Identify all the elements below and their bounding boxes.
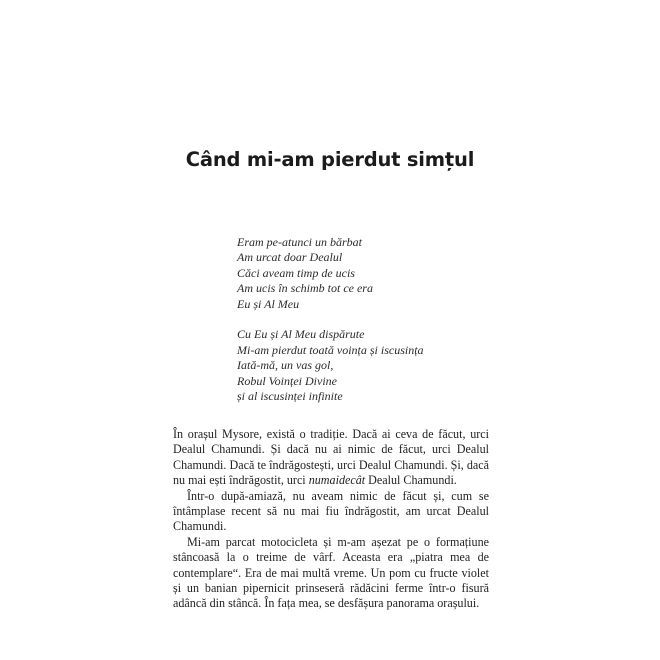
paragraph-1-text-end: Dealul Chamundi. (365, 473, 457, 488)
paragraph-1-emphasis: numaidecât (308, 473, 366, 488)
paragraph-1 (173, 427, 489, 489)
chapter-title: Când mi-am pierdut simțul (185, 148, 475, 171)
poem-line: Cu Eu și Al Meu dispărute (237, 327, 365, 342)
poem-line: Mi-am pierdut toată voința și iscusința (237, 342, 424, 357)
poem-line: Căci aveam timp de ucis (237, 265, 355, 280)
poem-stanza-2 (237, 327, 477, 404)
paragraph-2: Într-o după-amiază, nu aveam nimic de făcut și, cum se întâmplase recent să nu mai fiu îndrăgostit, am urcat Dealul Chamundi. (173, 488, 489, 534)
paragraph-1-text-start: În orașul Mysore, există o tradiție. Dacă ai ceva de făcut, urci Dealul Chamundi. Și dacă nu ai nimic de făcut, urci Dealul Chamundi. Dacă te îndrăgostești, urci Dealul Chamundi. Și, dacă nu mai ești îndrăgostit, urci (173, 427, 489, 488)
poem-line: Am ucis în schimb tot ce era (237, 281, 373, 296)
poem-stanza-1 (237, 235, 477, 312)
epigraph-poem (237, 235, 477, 404)
poem-line: Eram pe-atunci un bărbat (237, 235, 362, 249)
poem-line: Eu și Al Meu (237, 296, 300, 311)
paragraph-3: Mi-am parcat motocicleta și m-am așezat pe o formațiune stâncoasă la o treime de vârf. Aceasta era „piatra mea de contemplare“. Era de mai multă vreme. Un pom cu fructe violet și un banian pipernicit prinseseră rădăcini ferme într-o fisură adâncă din stâncă. În fața mea, se desfășura panorama orașului. (173, 534, 489, 611)
poem-line: Iată-mă, un vas gol, (237, 358, 334, 373)
poem-line: Am urcat doar Dealul (237, 250, 343, 265)
poem-line: și al iscusinței infinite (237, 389, 343, 404)
poem-line: Robul Voinței Divine (237, 373, 337, 388)
body-text (173, 427, 489, 612)
